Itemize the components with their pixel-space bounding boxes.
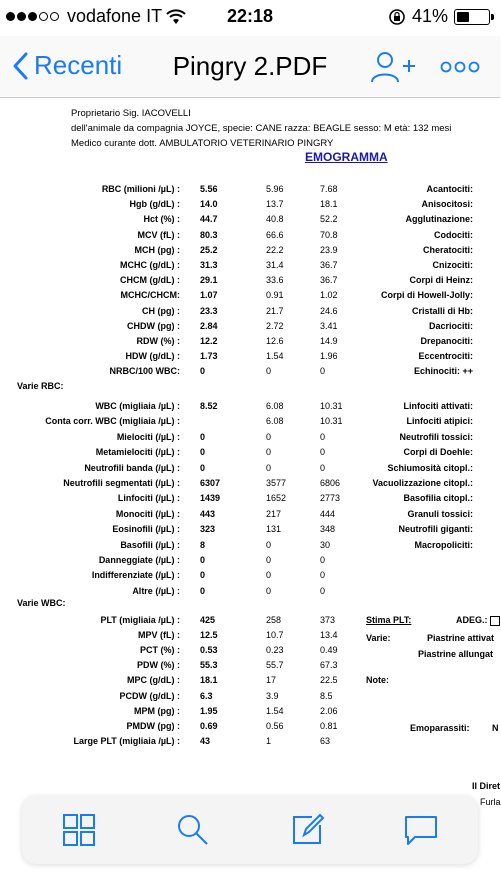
row-high: 7.68 — [320, 184, 338, 194]
row-low: 1 — [266, 735, 272, 746]
row-right-label: Linfociti attivati: — [403, 401, 473, 411]
row-label: Conta corr. WBC (migliaia /µL) : — [45, 416, 180, 427]
row-high: 0 — [320, 585, 326, 596]
row-label: Hgb (g/dL) : — [129, 199, 180, 210]
row-low: 217 — [266, 508, 282, 519]
header-line: Medico curante dott. AMBULATORIO VETERINARIO PINGRY — [71, 138, 334, 149]
stima-plt-label: Stima PLT: — [366, 615, 412, 625]
row-low: 13.7 — [266, 199, 284, 210]
table-row — [0, 493, 500, 507]
row-right-label: Corpi di Doehle: — [403, 447, 473, 458]
row-right-label: Dacriociti: — [428, 320, 473, 331]
row-label: RBC (milioni /µL) : — [101, 184, 180, 194]
table-row — [0, 366, 500, 380]
row-low: 66.6 — [266, 229, 284, 240]
row-value: 2.84 — [200, 320, 218, 331]
row-low: 12.6 — [266, 336, 284, 346]
director-label: Il Diret — [472, 781, 501, 791]
row-low: 0 — [266, 570, 272, 581]
row-value: 0 — [200, 462, 206, 473]
row-right-label: Agglutinazione: — [405, 214, 473, 225]
row-label: CHDW (pg) : — [127, 320, 180, 331]
bottom-toolbar — [22, 796, 478, 864]
row-label: PCDW (g/dL) : — [119, 690, 180, 701]
add-person-icon[interactable] — [370, 50, 416, 84]
edit-icon — [290, 813, 324, 847]
table-row — [0, 290, 500, 304]
row-right-label: Corpi di Heinz: — [409, 275, 473, 286]
row-label: RDW (%) : — [136, 336, 180, 346]
row-label: Basofili (/µL) : — [120, 539, 180, 550]
table-row — [0, 524, 500, 538]
table-row — [0, 432, 500, 446]
table-row — [0, 199, 500, 213]
row-value: 1439 — [200, 493, 221, 504]
rotation-lock-icon — [388, 8, 406, 26]
director-name: Furla — [480, 797, 501, 807]
nav-actions — [370, 50, 480, 84]
table-row — [0, 401, 500, 415]
row-high: 13.4 — [320, 630, 338, 641]
table-row — [0, 706, 500, 720]
row-high: 2.06 — [320, 705, 338, 716]
piastrine-attivate: Piastrine attivat — [427, 633, 495, 643]
row-low: 0 — [266, 431, 272, 442]
row-low: 0 — [266, 539, 272, 550]
row-high: 30 — [320, 539, 331, 550]
row-value: 0 — [200, 431, 206, 442]
row-label: Metamielociti (/µL) : — [95, 447, 180, 458]
table-row — [0, 615, 500, 629]
row-value: 44.7 — [200, 214, 218, 225]
row-low: 0 — [266, 462, 272, 473]
table-row — [0, 675, 500, 689]
status-bar — [0, 0, 500, 36]
row-value: 1.73 — [200, 351, 218, 362]
row-high: 22.5 — [320, 675, 338, 686]
row-value: 0 — [200, 366, 206, 377]
comment-icon — [403, 813, 439, 847]
row-low: 3.9 — [266, 690, 279, 701]
row-label: Large PLT (migliaia /µL) : — [73, 735, 180, 746]
header-line: Proprietario Sig. IACOVELLI — [71, 108, 191, 119]
row-low: 0.23 — [266, 645, 284, 656]
row-right-label: Cheratociti: — [422, 244, 473, 255]
row-high: 1.02 — [320, 290, 338, 301]
row-low: 0 — [266, 555, 272, 565]
row-high: 0 — [320, 555, 326, 565]
row-high: 63 — [320, 735, 331, 746]
row-low: 2.72 — [266, 320, 284, 331]
row-low: 0 — [266, 447, 272, 458]
row-label: MCHC (g/dL) : — [120, 260, 180, 270]
row-high: 36.7 — [320, 260, 338, 270]
row-value: 0.53 — [200, 645, 218, 656]
table-row — [0, 478, 500, 492]
row-value: 0 — [200, 570, 206, 581]
table-row — [0, 630, 500, 644]
pdf-document[interactable] — [0, 98, 501, 807]
row-label: MPC (g/dL) : — [127, 675, 180, 686]
table-row — [0, 736, 500, 750]
row-label: NRBC/100 WBC: — [109, 366, 180, 377]
row-right-label: Anisocitosi: — [421, 199, 473, 210]
row-label: Monociti (/µL) : — [115, 508, 180, 519]
row-high: 0 — [320, 431, 326, 442]
row-right-label: Acantociti: — [426, 184, 473, 194]
row-low: 6.08 — [266, 401, 284, 411]
row-value: 1.07 — [200, 290, 218, 301]
row-label: WBC (migliaia /µL) : — [95, 401, 180, 411]
back-label: Recenti — [34, 50, 123, 80]
row-value: 55.3 — [200, 660, 218, 671]
edit-button[interactable] — [285, 808, 329, 852]
row-high: 67.3 — [320, 660, 338, 671]
row-high: 444 — [320, 508, 336, 519]
row-label: Hct (%) : — [143, 214, 180, 225]
row-low: 21.7 — [266, 305, 284, 316]
more-icon[interactable] — [440, 60, 480, 74]
varie-rbc-label: Varie RBC: — [17, 381, 64, 391]
navigation-bar — [0, 36, 500, 98]
status-right — [388, 6, 490, 27]
section-title: EMOGRAMMA — [305, 150, 388, 164]
row-right-label: Eccentrociti: — [418, 351, 473, 362]
row-high: 348 — [320, 524, 336, 535]
row-value: 8 — [200, 539, 206, 550]
row-label: CHCM (g/dL) : — [120, 275, 180, 286]
table-row — [0, 275, 500, 289]
row-label: Altre (/µL) : — [132, 585, 180, 596]
row-high: 18.1 — [320, 199, 338, 210]
varie-label: Varie: — [366, 633, 391, 643]
row-right-label: Neutrofili tossici: — [399, 431, 473, 442]
header-line: dell'animale da compagnia JOYCE, specie: CANE razza: BEAGLE sesso: M età: 132 mesi — [71, 123, 452, 134]
table-row — [0, 214, 500, 228]
row-label: MCH (pg) : — [134, 244, 180, 255]
row-high: 10.31 — [320, 401, 343, 411]
row-label: Indifferenziate (/µL) : — [91, 570, 180, 581]
status-time: 22:18 — [226, 6, 274, 26]
row-low: 1.54 — [266, 351, 284, 362]
row-high: 10.31 — [320, 416, 343, 427]
row-low: 258 — [266, 615, 282, 625]
row-value: 31.3 — [200, 260, 218, 270]
row-value: 25.2 — [200, 244, 218, 255]
row-high: 373 — [320, 615, 336, 625]
row-value: 12.2 — [200, 336, 218, 346]
document-header — [71, 106, 451, 151]
row-value: 425 — [200, 615, 216, 625]
row-value: 5.56 — [200, 184, 218, 194]
comment-button[interactable] — [399, 808, 443, 852]
row-value: 18.1 — [200, 675, 218, 686]
table-row — [0, 245, 500, 259]
row-high: 0 — [320, 447, 326, 458]
row-high: 23.9 — [320, 244, 338, 255]
row-high: 70.8 — [320, 229, 338, 240]
row-right-label: Cnizociti: — [432, 260, 473, 270]
row-label: Danneggiate (/µL) : — [98, 555, 180, 565]
row-low: 40.8 — [266, 214, 284, 225]
table-row — [0, 336, 500, 350]
row-high: 0.81 — [320, 720, 338, 731]
row-low: 17 — [266, 675, 277, 686]
table-row — [0, 416, 500, 430]
table-row — [0, 463, 500, 477]
row-right-label: Echinociti: ++ — [413, 366, 473, 377]
table-row — [0, 184, 500, 198]
row-value: 43 — [200, 735, 211, 746]
varie-wbc-label: Varie WBC: — [17, 598, 66, 608]
grid-icon — [62, 813, 96, 847]
row-low: 131 — [266, 524, 282, 535]
row-low: 0.56 — [266, 720, 284, 731]
row-label: PCT (%) : — [140, 645, 180, 656]
table-row — [0, 540, 500, 554]
table-row — [0, 306, 500, 320]
row-label: Linfociti (/µL) : — [117, 493, 180, 504]
row-value: 0 — [200, 447, 206, 458]
table-row — [0, 509, 500, 523]
table-row — [0, 447, 500, 461]
row-low: 0 — [266, 366, 272, 377]
row-right-label: Schiumosità citopl.: — [387, 462, 473, 473]
battery-percent: 41% — [411, 6, 448, 26]
row-right-label: Codociti: — [434, 229, 473, 240]
row-high: 3.41 — [320, 320, 338, 331]
row-value: 0 — [200, 585, 206, 596]
row-high: 14.9 — [320, 336, 338, 346]
row-low: 1652 — [266, 493, 287, 504]
thumbnails-button[interactable] — [57, 808, 101, 852]
table-row — [0, 230, 500, 244]
row-label: MPM (pg) : — [134, 705, 180, 716]
row-label: HDW (g/dL) : — [125, 351, 180, 362]
row-right-label: Macropoliciti: — [414, 539, 473, 550]
piastrine-allungate: Piastrine allungat — [418, 649, 494, 659]
emoparassiti-label: Emoparassiti: — [410, 723, 470, 733]
row-high: 0.49 — [320, 645, 338, 656]
row-low: 6.08 — [266, 416, 284, 427]
row-value: 6.3 — [200, 690, 213, 701]
row-value: 323 — [200, 524, 216, 535]
row-low: 55.7 — [266, 660, 284, 671]
row-low: 3577 — [266, 478, 287, 488]
row-high: 36.7 — [320, 275, 338, 286]
row-low: 5.96 — [266, 184, 284, 194]
table-row — [0, 321, 500, 335]
row-value: 12.5 — [200, 630, 218, 641]
adeg-checkbox — [490, 616, 500, 626]
table-row — [0, 691, 500, 705]
row-label: MPV (fL) : — [138, 630, 180, 641]
row-high: 6806 — [320, 478, 341, 488]
row-label: MCV (fL) : — [137, 229, 180, 240]
row-high: 2773 — [320, 493, 341, 504]
row-low: 0.91 — [266, 290, 284, 301]
table-row — [0, 260, 500, 274]
row-high: 0 — [320, 366, 326, 377]
row-label: Neutrofili segmentati (/µL) : — [63, 478, 180, 488]
row-value: 0.69 — [200, 720, 218, 731]
table-row — [0, 586, 500, 600]
note-label: Note: — [366, 675, 389, 685]
row-label: PDW (%) : — [137, 660, 180, 671]
table-row — [0, 660, 500, 674]
search-icon — [176, 813, 210, 847]
row-right-label: Vacuolizzazione citopl.: — [372, 478, 473, 488]
row-value: 6307 — [200, 478, 221, 488]
table-row — [0, 351, 500, 365]
row-label: Mielociti (/µL) : — [116, 431, 180, 442]
row-low: 0 — [266, 585, 272, 596]
adeg-label: ADEG.: — [456, 615, 500, 626]
row-right-label: Corpi di Howell-Jolly: — [380, 290, 473, 301]
row-low: 33.6 — [266, 275, 284, 286]
row-label: Neutrofili banda (/µL) : — [84, 462, 180, 473]
row-right-label: Linfociti atipici: — [406, 416, 473, 427]
row-high: 8.5 — [320, 690, 333, 701]
battery-icon — [454, 9, 490, 25]
row-high: 52.2 — [320, 214, 338, 225]
table-row — [0, 555, 500, 569]
row-value: 1.95 — [200, 705, 218, 716]
row-high: 24.6 — [320, 305, 338, 316]
table-row — [0, 570, 500, 584]
row-value: 14.0 — [200, 199, 218, 210]
row-value: 80.3 — [200, 229, 218, 240]
row-label: PLT (migliaia /µL) : — [100, 615, 180, 625]
row-low: 10.7 — [266, 630, 284, 641]
row-low: 1.54 — [266, 705, 284, 716]
row-right-label: Neutrofili giganti: — [398, 524, 473, 535]
row-high: 0 — [320, 570, 326, 581]
row-value: 8.52 — [200, 401, 218, 411]
row-label: Eosinofili (/µL) : — [112, 524, 180, 535]
page-title: Pingry 2.PDF — [172, 51, 328, 81]
row-label: PMDW (pg) : — [126, 720, 180, 731]
row-right-label: Basofilia citopl.: — [403, 493, 473, 504]
row-label: CH (pg) : — [142, 305, 180, 316]
row-high: 0 — [320, 462, 326, 473]
emoparassiti-value: N — [492, 723, 499, 733]
carrier-name: vodafone IT — [67, 6, 163, 26]
row-right-label: Cristalli di Hb: — [411, 305, 473, 316]
row-value: 29.1 — [200, 275, 218, 286]
row-value: 23.3 — [200, 305, 218, 316]
row-label: MCHC/CHCM: — [120, 290, 180, 301]
row-value: 443 — [200, 508, 216, 519]
row-low: 22.2 — [266, 244, 284, 255]
row-right-label: Granuli tossici: — [407, 508, 473, 519]
row-low: 31.4 — [266, 260, 284, 270]
row-high: 1.96 — [320, 351, 338, 362]
row-right-label: Drepanociti: — [420, 336, 473, 346]
row-value: 0 — [200, 555, 206, 565]
search-button[interactable] — [171, 808, 215, 852]
